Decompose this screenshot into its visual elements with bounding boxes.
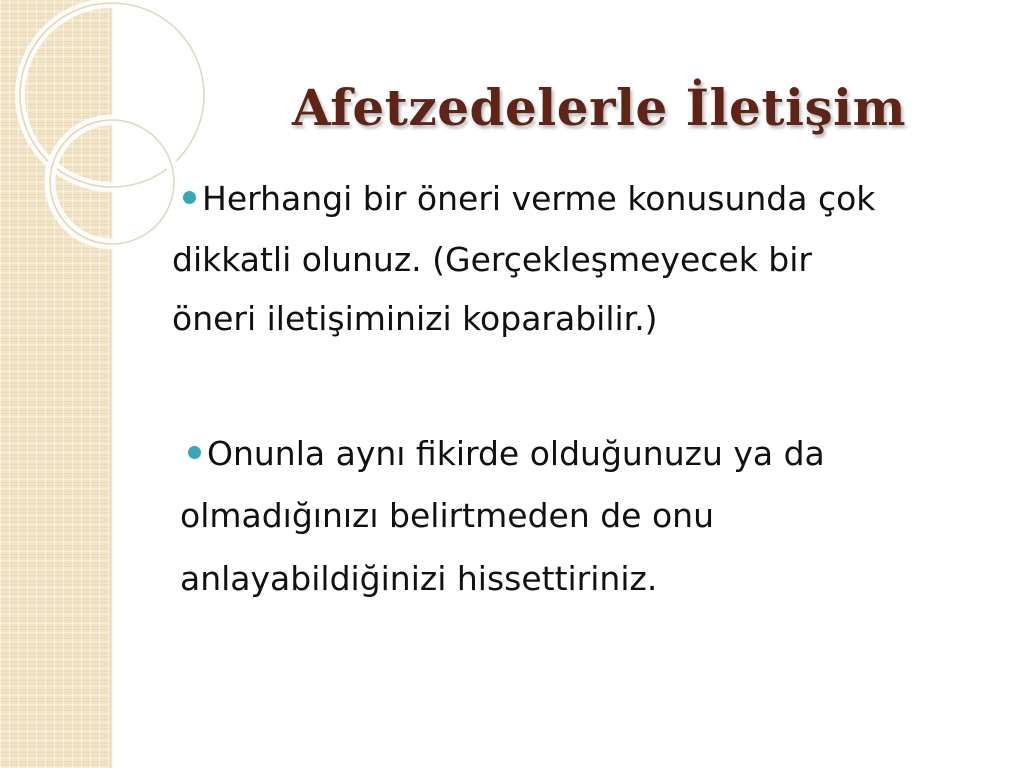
slide-title: Afetzedelerle İletişim	[292, 78, 907, 137]
bullet-text-line: olmadığınızı belirtmeden de onu	[180, 496, 714, 535]
bullet-text-line: öneri iletişiminizi koparabilir.)	[172, 299, 658, 338]
bullet-item	[172, 424, 992, 610]
decorative-rings	[0, 0, 140, 260]
bullet-dot-icon	[188, 446, 201, 459]
bullet-text-line: anlayabildiğinizi hissettiriniz.	[180, 559, 658, 598]
bullet-dot-icon	[183, 191, 196, 204]
bullet-text-line: Onunla aynı fikirde olduğunuzu ya da	[207, 434, 825, 473]
bullet-text-line: Herhangi bir öneri verme konusunda çok	[202, 179, 876, 218]
bullet-list	[172, 170, 992, 610]
bullet-text-line: dikkatli olunuz. (Gerçekleşmeyecek bir	[172, 240, 812, 279]
bullet-item	[172, 170, 992, 346]
